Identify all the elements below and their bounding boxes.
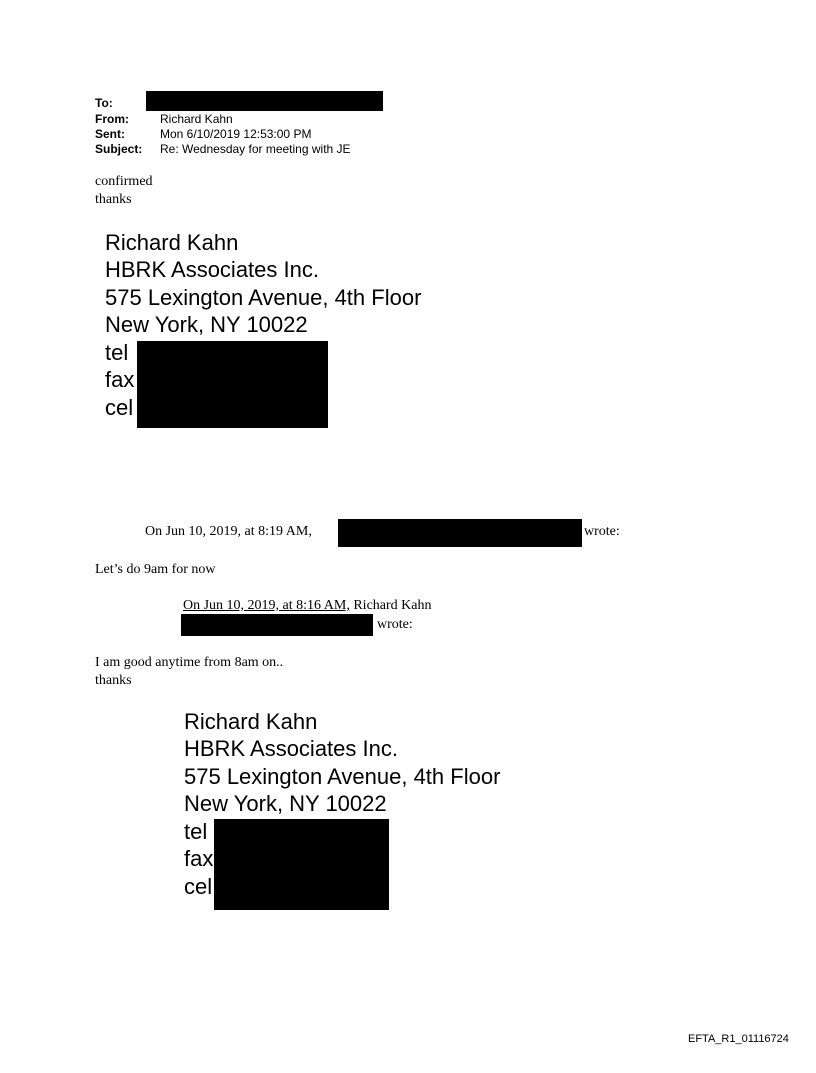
signature2-name: Richard Kahn [184,709,318,734]
signature-cel-label: cel [105,395,134,420]
signature2-address-1: 575 Lexington Avenue, 4th Floor [184,764,501,789]
quote2-email-redaction [181,614,373,636]
signature2-fax-label: fax [184,846,214,871]
quote2-line-2: thanks [95,673,132,688]
signature-name: Richard Kahn [105,230,239,255]
sent-value: Mon 6/10/2019 12:53:00 PM [160,127,312,141]
signature2-cel-label: cel [184,874,213,899]
reply-line-2: thanks [95,192,132,207]
quote1-wrote: wrote: [584,524,620,539]
signature-address-2: New York, NY 10022 [105,312,308,337]
quote2-intro [183,598,432,614]
reply-line-1: confirmed [95,174,153,189]
signature2-address-2: New York, NY 10022 [184,791,387,816]
signature2-phone-redaction [214,819,389,910]
document-id: EFTA_R1_01116724 [688,1033,789,1045]
signature2-tel-label: tel [184,819,208,844]
quote2-wrote: wrote: [377,617,413,632]
signature-company: HBRK Associates Inc. [105,257,319,282]
signature2-company: HBRK Associates Inc. [184,736,398,761]
quote2-intro-date: On Jun 10, 2019, at 8:16 AM, [183,598,350,613]
from-label: From: [95,112,129,126]
subject-label: Subject: [95,142,143,156]
quote2-sender: Richard Kahn [349,598,432,613]
quote1-message: Let’s do 9am for now [95,562,216,577]
signature-address-1: 575 Lexington Avenue, 4th Floor [105,285,422,310]
sent-label: Sent: [95,127,125,141]
to-label: To: [95,96,113,110]
signature-phone-redaction [137,341,328,428]
to-redaction [146,91,383,111]
signature-fax-label: fax [105,367,135,392]
quote1-sender-redaction [338,519,582,547]
from-value: Richard Kahn [160,112,233,126]
subject-value: Re: Wednesday for meeting with JE [160,142,351,156]
quote1-intro: On Jun 10, 2019, at 8:19 AM, [145,524,312,539]
quote2-line-1: I am good anytime from 8am on.. [95,655,284,670]
signature-tel-label: tel [105,340,129,365]
